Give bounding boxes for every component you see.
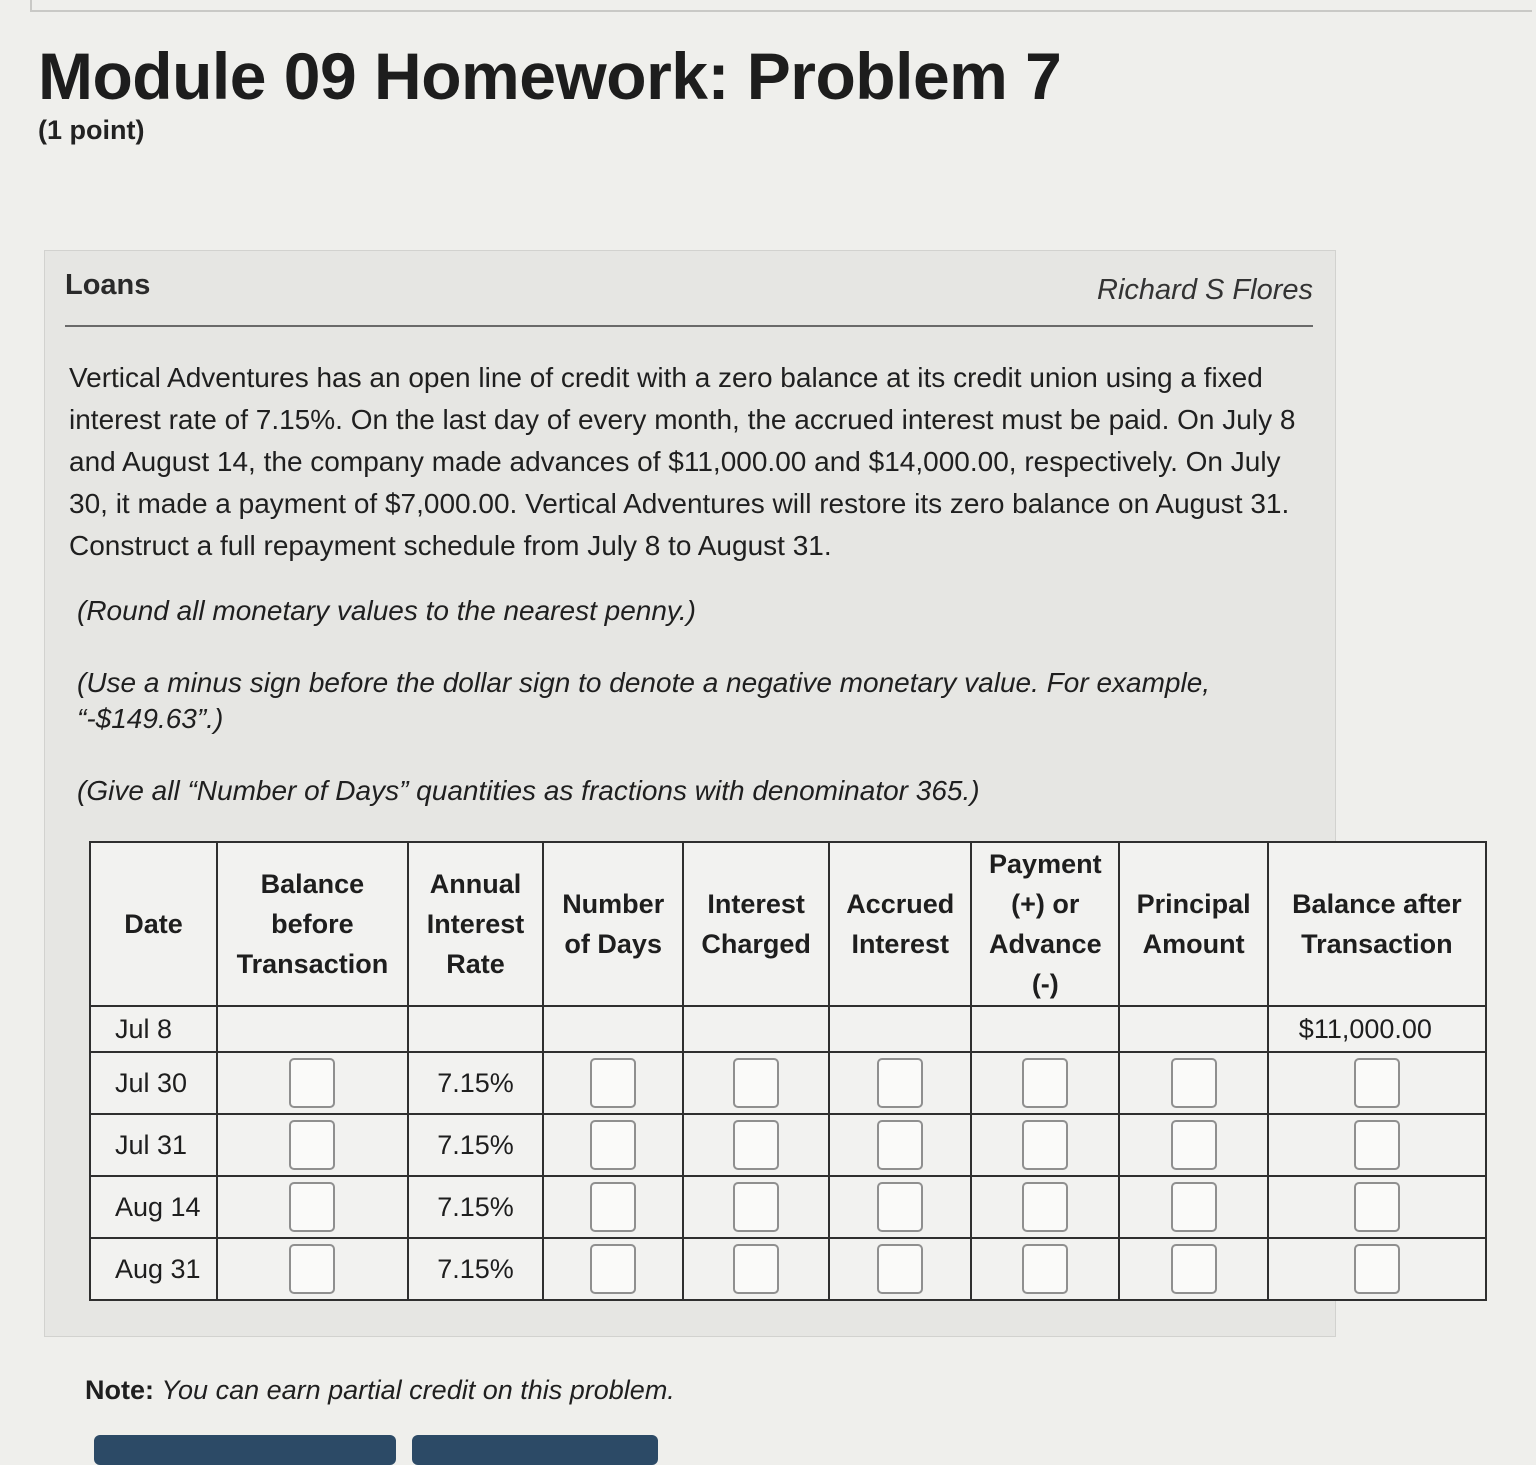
interest-charged-cell [683, 1114, 829, 1176]
row-date: Jul 30 [90, 1052, 217, 1114]
submit-answers-button[interactable] [94, 1435, 396, 1465]
table-row [90, 1114, 1486, 1176]
answer-input[interactable] [1171, 1058, 1217, 1108]
balance-before-cell [217, 1114, 408, 1176]
answer-input[interactable] [1171, 1182, 1217, 1232]
accrued-interest-cell [829, 1238, 971, 1300]
answer-input[interactable] [1022, 1120, 1068, 1170]
row-date: Jul 8 [90, 1006, 217, 1052]
table-header-row [90, 842, 1486, 1006]
page-top-border [30, 0, 1532, 12]
answer-input[interactable] [1354, 1120, 1400, 1170]
answer-input[interactable] [289, 1120, 335, 1170]
empty-cell [683, 1006, 829, 1052]
principal-cell [1119, 1052, 1267, 1114]
principal-cell [1119, 1176, 1267, 1238]
instruction-minus-sign: (Use a minus sign before the dollar sign to denote a negative monetary value. For example, “-$149.63”.) [77, 667, 1211, 734]
balance-after-cell [1268, 1238, 1486, 1300]
answer-input[interactable] [1354, 1244, 1400, 1294]
answer-input[interactable] [590, 1244, 636, 1294]
balance-after-cell [1268, 1052, 1486, 1114]
balance-after-cell [1268, 1114, 1486, 1176]
answer-input[interactable] [1022, 1058, 1068, 1108]
balance-before-cell [217, 1052, 408, 1114]
header-balance-after: Balance after Transaction [1268, 842, 1486, 1006]
answer-input[interactable] [1171, 1120, 1217, 1170]
answer-input[interactable] [289, 1058, 335, 1108]
interest-charged-cell [683, 1176, 829, 1238]
instruction-rounding: (Round all monetary values to the nearest penny.) [77, 595, 696, 626]
header-payment-advance: Payment (+) or Advance (-) [971, 842, 1119, 1006]
answer-input[interactable] [590, 1120, 636, 1170]
days-cell [543, 1238, 683, 1300]
partial-credit-note [85, 1375, 675, 1406]
answer-input[interactable] [289, 1182, 335, 1232]
interest-charged-cell [683, 1238, 829, 1300]
preview-answers-button[interactable] [412, 1435, 658, 1465]
header-date: Date [90, 842, 217, 1006]
answer-input[interactable] [733, 1244, 779, 1294]
payment-advance-cell [971, 1114, 1119, 1176]
answer-input[interactable] [733, 1120, 779, 1170]
rate-cell: 7.15% [408, 1052, 544, 1114]
payment-advance-cell [971, 1052, 1119, 1114]
table-row [90, 1006, 1486, 1052]
repayment-schedule-table [89, 841, 1487, 1301]
answer-input[interactable] [590, 1058, 636, 1108]
balance-before-cell [217, 1238, 408, 1300]
answer-input[interactable] [1354, 1058, 1400, 1108]
row-date: Aug 14 [90, 1176, 217, 1238]
header-interest-charged: Interest Charged [683, 842, 829, 1006]
accrued-interest-cell [829, 1176, 971, 1238]
answer-input[interactable] [1022, 1182, 1068, 1232]
interest-charged-cell [683, 1052, 829, 1114]
page-title: Module 09 Homework: Problem 7 [38, 39, 1062, 113]
accrued-interest-cell [829, 1114, 971, 1176]
days-cell [543, 1052, 683, 1114]
note-label: Note: [85, 1375, 154, 1405]
rate-cell: 7.15% [408, 1238, 544, 1300]
answer-input[interactable] [733, 1058, 779, 1108]
problem-points: (1 point) [38, 115, 145, 145]
header-number-of-days: Number of Days [543, 842, 683, 1006]
answer-input[interactable] [590, 1182, 636, 1232]
answer-input[interactable] [877, 1120, 923, 1170]
row-date: Aug 31 [90, 1238, 217, 1300]
header-balance-before: Balance before Transaction [217, 842, 408, 1006]
rate-cell: 7.15% [408, 1114, 544, 1176]
answer-input[interactable] [733, 1182, 779, 1232]
problem-panel [44, 250, 1462, 1337]
answer-input[interactable] [877, 1058, 923, 1108]
balance-after-value: $11,000.00 [1268, 1006, 1486, 1052]
answer-input[interactable] [1022, 1244, 1068, 1294]
answer-input[interactable] [289, 1244, 335, 1294]
header-accrued-interest: Accrued Interest [829, 842, 971, 1006]
empty-cell [543, 1006, 683, 1052]
empty-cell [829, 1006, 971, 1052]
balance-before-cell [217, 1176, 408, 1238]
panel-title: Loans [65, 269, 151, 301]
payment-advance-cell [971, 1176, 1119, 1238]
problem-text: Vertical Adventures has an open line of credit with a zero balance at its credit union using a fixed interest rate of 7.15%. On the last day of every month, the accrued interest must be paid. On July 8 and August 14, the company made advances of $11,000.00 and $14,000.00, respectively. On July 30, it made a payment of $7,000.00. Vertical Adventures will restore its zero balance on August 31. Construct a full repayment schedule from July 8 to August 31. [69, 362, 1296, 561]
answer-input[interactable] [877, 1182, 923, 1232]
header-principal-amount: Principal Amount [1119, 842, 1267, 1006]
row-date: Jul 31 [90, 1114, 217, 1176]
answer-input[interactable] [1354, 1182, 1400, 1232]
instruction-days-fraction: (Give all “Number of Days” quantities as fractions with denominator 365.) [77, 775, 980, 806]
table-row [90, 1238, 1486, 1300]
empty-cell [1119, 1006, 1267, 1052]
table-row [90, 1176, 1486, 1238]
empty-cell [408, 1006, 544, 1052]
answer-input[interactable] [877, 1244, 923, 1294]
note-text: You can earn partial credit on this problem. [161, 1375, 675, 1405]
panel-author: Richard S Flores [1097, 274, 1313, 306]
header-annual-rate: Annual Interest Rate [408, 842, 544, 1006]
empty-cell [217, 1006, 408, 1052]
days-cell [543, 1114, 683, 1176]
empty-cell [971, 1006, 1119, 1052]
panel-header [65, 269, 1313, 327]
rate-cell: 7.15% [408, 1176, 544, 1238]
answer-input[interactable] [1171, 1244, 1217, 1294]
principal-cell [1119, 1238, 1267, 1300]
table-row [90, 1052, 1486, 1114]
accrued-interest-cell [829, 1052, 971, 1114]
balance-after-cell [1268, 1176, 1486, 1238]
payment-advance-cell [971, 1238, 1119, 1300]
days-cell [543, 1176, 683, 1238]
principal-cell [1119, 1114, 1267, 1176]
